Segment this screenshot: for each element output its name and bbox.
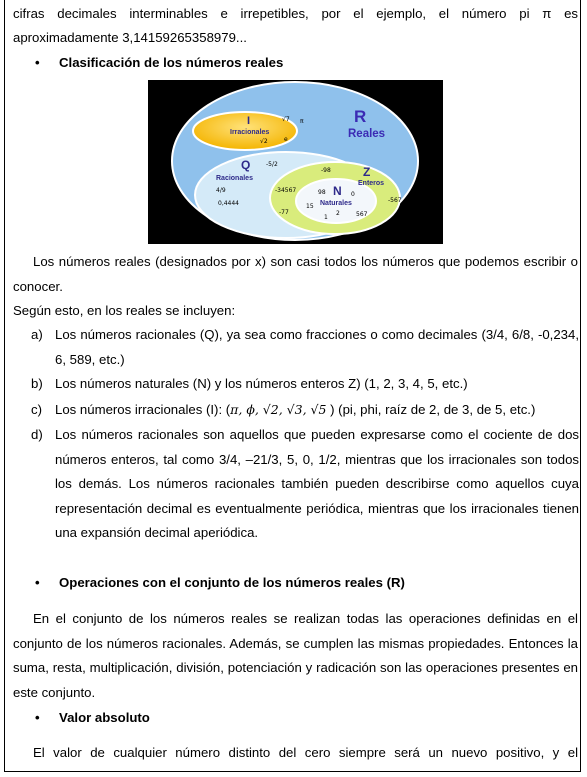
label-irracionales: Irracionales [230,129,270,136]
letter-i: I [247,115,251,127]
n-value-2: 2 [336,210,340,217]
bullet-icon: • [35,710,40,725]
list-item-text: Los números racionales son aquellos que pueden expresarse como el cociente de dos números enteros, tal como 3/4, –21/3, 5, 0, 1/2, mientras que los irracionales son todos los demás. Los números racionales también pueden describirse como aquellos cuya representación decimal es eventualmente periódica, mientras que los irracionales tienen una expansión decimal aperiódica. [55,427,579,540]
list-marker: c) [31,402,42,417]
bullet-icon: • [35,55,40,70]
paragraph-top-line2: aproximadamente 3,14159265358979... [13,30,247,45]
heading-text: Valor absoluto [59,710,150,725]
n-value-1: 1 [324,214,328,221]
label-enteros: Enteros [358,180,385,187]
list-item-text-post: ) (pi, phi, raíz de 2, de 3, de 5, etc.) [326,402,536,417]
list-item-d [31,423,579,546]
n-value-0: 0 [351,191,355,198]
z-value-minus-567: -567 [388,197,402,204]
list-item-text: Los números racionales (Q), ya sea como fracciones o como decimales (3/4, 6/8, -0,234, 6, 589, etc.) [55,327,579,367]
z-value-minus-77: -77 [279,209,289,216]
heading-text: Clasificación de los números reales [59,55,284,70]
irr-value-pi: π [300,118,304,125]
list-item-text-pre: Los números irracionales (I): ( [55,402,231,417]
list-marker: b) [31,376,43,391]
list-marker: a) [31,327,43,342]
diagram-svg [148,80,443,244]
paragraph-segun: Según esto, en los reales se incluyen: [13,303,236,318]
letter-q: Q [241,158,251,172]
q-value-4-9: 4/9 [216,187,226,194]
n-value-567: 567 [356,211,368,218]
list-item-c [31,398,579,423]
n-value-98: 98 [318,189,326,196]
label-reales: Reales [348,128,386,140]
list-item-b [31,372,579,397]
paragraph-top-line1: cifras decimales interminables e irrepetibles, por el ejemplo, el número pi π es [13,6,578,21]
irr-value-sqrt2: √2 [260,138,268,145]
real-numbers-diagram [148,80,443,244]
paragraph-reales: Los números reales (designados por x) son casi todos los números que podemos escribir o conocer. [13,254,578,294]
irr-value-sqrt7: √7 [282,116,290,123]
heading-clasificacion [35,53,283,73]
heading-operaciones [35,573,405,593]
list-item-text [55,398,579,423]
q-value-minus-5-2: -5/2 [266,161,278,168]
list-item-text: Los números naturales (N) y los números enteros Z) (1, 2, 3, 4, 5, etc.) [55,376,468,391]
z-value-minus-34567: -34567 [275,187,297,194]
letter-z: Z [363,165,371,179]
list-marker: d) [31,427,43,442]
math-expression: π, ϕ, √2, √3, √5 [230,402,327,417]
z-value-minus-98: -98 [321,167,331,174]
paragraph-operaciones: En el conjunto de los números reales se realizan todas las operaciones definidas en el conjunto de los números racionales. Además, se cumplen las mismas propiedades. Entonces la suma, resta, multiplicación, división, potenciación y radicación son las operaciones presentes en este conjunto. [13,611,578,700]
irr-value-e: e [284,136,288,143]
q-value-0-4444: 0,4444 [218,200,239,207]
list-item-a [31,323,579,372]
z-value-15: 15 [306,203,314,210]
letter-n: N [333,184,342,198]
heading-valor-absoluto [35,708,150,728]
label-naturales: Naturales [320,200,352,207]
page-frame [4,0,581,772]
label-racionales: Racionales [216,175,253,182]
letter-r: R [354,107,367,126]
heading-text: Operaciones con el conjunto de los números reales (R) [59,575,405,590]
bullet-icon: • [35,575,40,590]
paragraph-valor-absoluto: El valor de cualquier número distinto del cero siempre será un nuevo positivo, y el [33,745,578,760]
